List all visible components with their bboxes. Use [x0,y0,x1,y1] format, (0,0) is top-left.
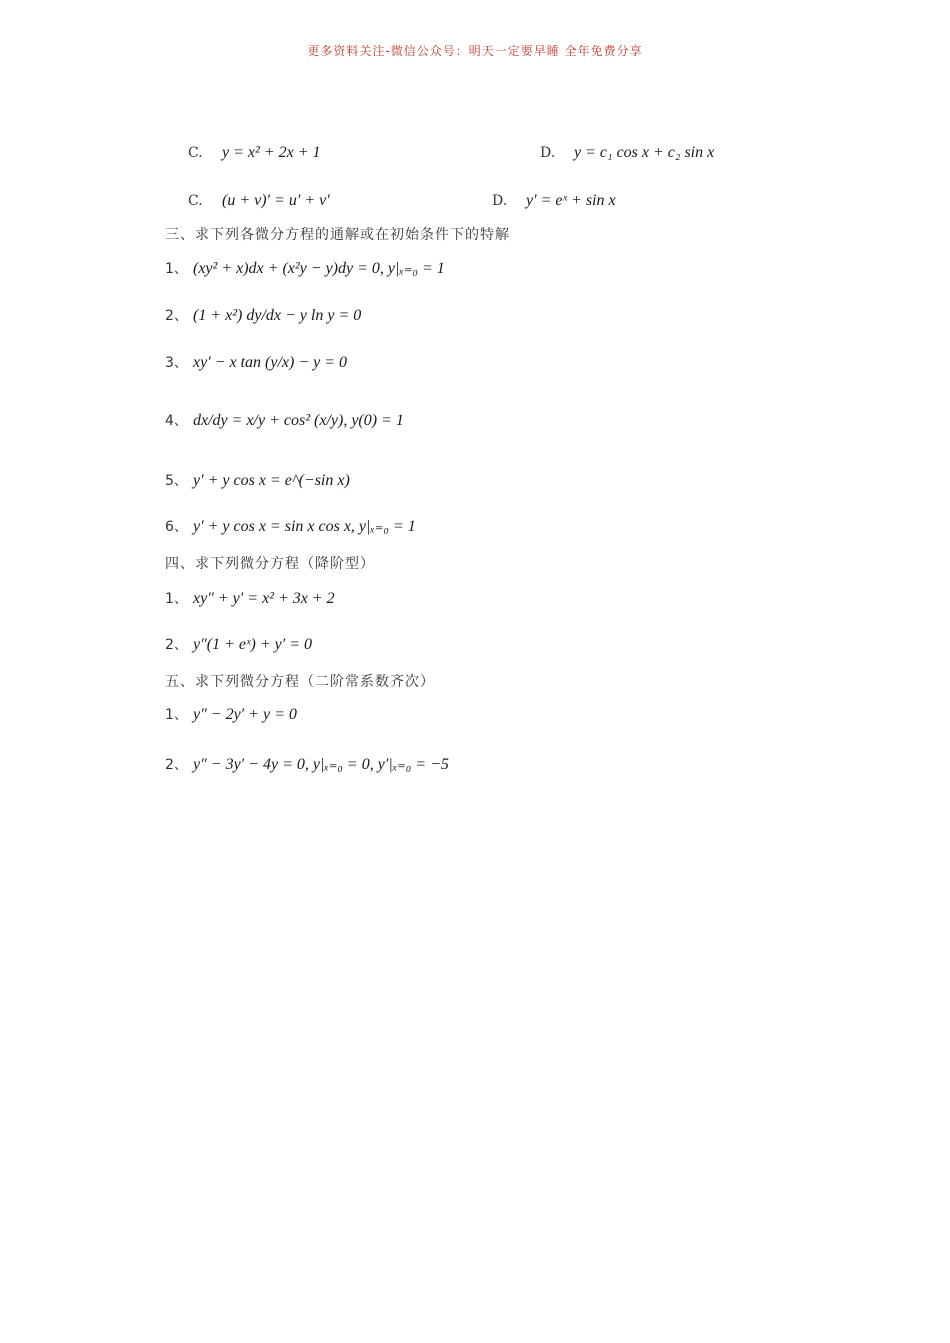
item-expr: y″ − 3y′ − 4y = 0, y|ₓ₌₀ = 0, y′|ₓ₌₀ = −5 [193,756,449,773]
item-number: 2、 [165,637,188,653]
option-d-2 [492,190,616,210]
s4-item-2 [165,634,312,654]
section-3-title: 三、求下列各微分方程的通解或在初始条件下的特解 [165,227,510,243]
option-label: D. [540,145,556,161]
item-expr: y′ + y cos x = e^(−sin x) [193,472,350,489]
option-label: C. [188,145,203,161]
item-number: 2、 [165,757,188,773]
option-expr: (u + v)′ = u′ + v′ [222,192,330,209]
s3-item-4 [165,410,404,430]
item-expr: y′ + y cos x = sin x cos x, y|ₓ₌₀ = 1 [193,518,416,535]
s3-item-3 [165,352,347,372]
header-notice: 更多资料关注-微信公众号：明天一定要早睡 全年免费分享 [307,44,643,58]
item-expr: xy′ − x tan (y/x) − y = 0 [193,354,348,371]
item-number: 1、 [165,591,188,607]
s4-item-1 [165,588,335,608]
item-number: 4、 [165,413,188,429]
s5-item-1 [165,704,297,724]
option-label: C. [188,193,203,209]
option-c-1 [188,142,321,162]
item-expr: dx/dy = x/y + cos² (x/y), y(0) = 1 [193,412,404,429]
item-number: 1、 [165,707,188,723]
item-number: 1、 [165,261,188,277]
item-number: 5、 [165,473,188,489]
section-5-title: 五、求下列微分方程（二阶常系数齐次） [165,674,435,690]
option-d-1 [540,142,714,162]
option-expr: y′ = eˣ + sin x [526,192,616,209]
option-expr: y = x² + 2x + 1 [222,144,321,161]
item-expr: (1 + x²) dy/dx − y ln y = 0 [193,307,362,324]
s3-item-1 [165,258,445,278]
s3-item-6 [165,516,416,536]
option-c-2 [188,190,330,210]
option-expr: y = c₁ cos x + c₂ sin x [574,144,715,161]
s5-item-2 [165,754,449,774]
item-number: 6、 [165,519,188,535]
s3-item-2 [165,305,361,325]
item-expr: y″(1 + eˣ) + y′ = 0 [193,636,313,653]
section-4-title: 四、求下列微分方程（降阶型） [165,556,375,572]
item-expr: xy″ + y′ = x² + 3x + 2 [193,590,335,607]
option-label: D. [492,193,508,209]
s3-item-5 [165,470,350,490]
item-number: 3、 [165,355,188,371]
item-expr: y″ − 2y′ + y = 0 [193,706,297,723]
item-number: 2、 [165,308,188,324]
item-expr: (xy² + x)dx + (x²y − y)dy = 0, y|ₓ₌₀ = 1 [193,260,445,277]
